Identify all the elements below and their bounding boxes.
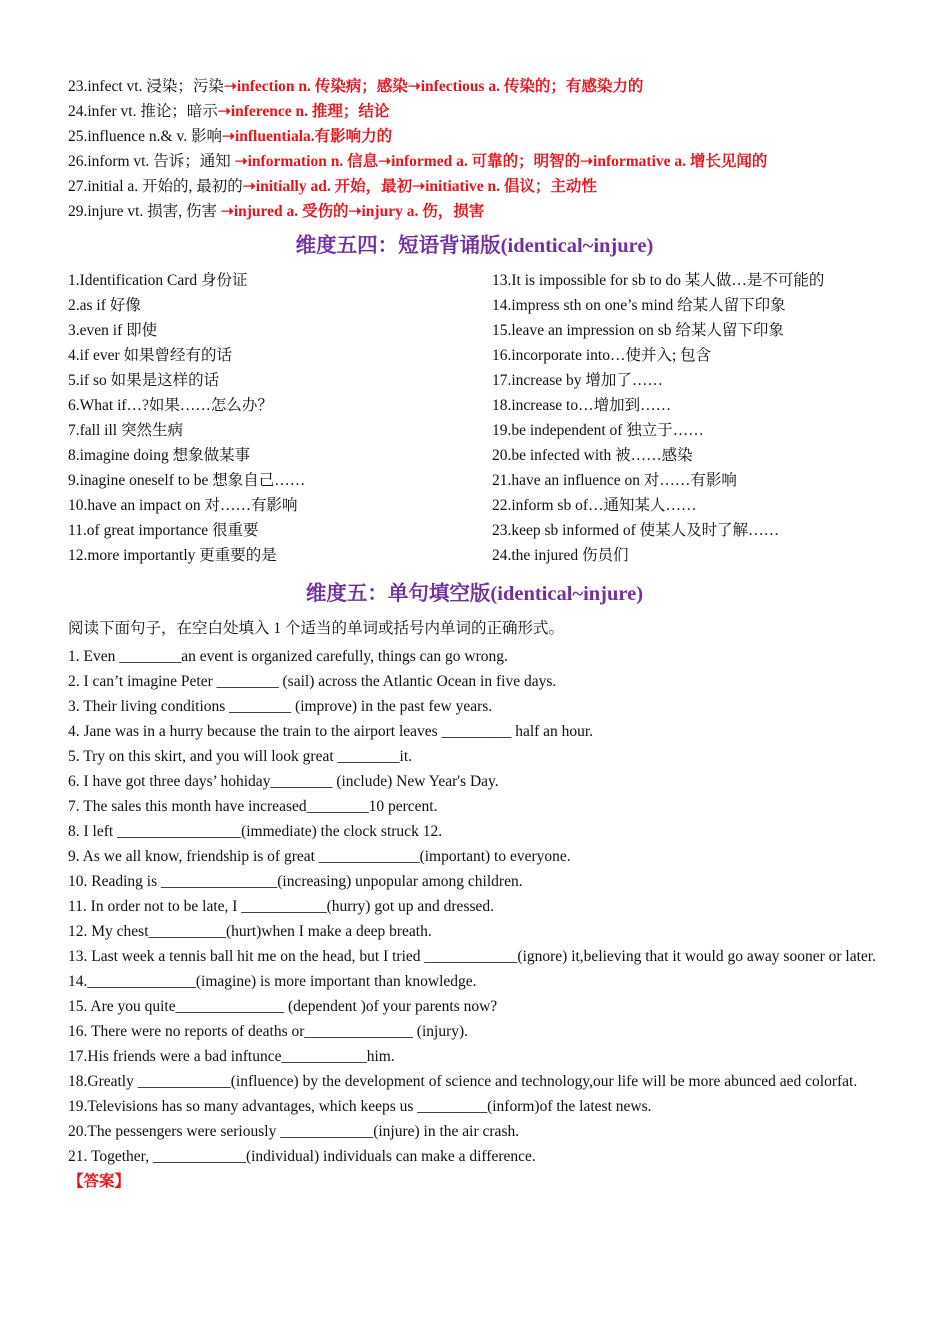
vocab-line [68, 99, 881, 124]
question-item: 4. Jane was in a hurry because the train to the airport leaves _________ half an hour. [68, 723, 594, 740]
question-item: 6. I have got three days’ hohiday________ (include) New Year's Day. [68, 773, 499, 790]
phrase-item: 22.inform sb of…通知某人…… [492, 497, 697, 514]
question-item: 7. The sales this month have increased________10 percent. [68, 798, 438, 815]
vocab-line [68, 174, 881, 199]
question-item: 14.______________(imagine) is more important than knowledge. [68, 973, 477, 990]
phrase-item: 23.keep sb informed of 使某人及时了解…… [492, 522, 780, 539]
vocab-line [68, 74, 881, 99]
vocab-base: 29.injure vt. 损害, 伤害 [68, 203, 221, 220]
vocab-derivatives: ➝infection n. 传染病；感染➝infectious a. 传染的；有感染力的 [223, 78, 644, 95]
phrase-item: 24.the injured 伤员们 [492, 547, 629, 564]
phrase-item: 13.It is impossible for sb to do 某人做…是不可能的 [492, 272, 825, 289]
phrase-item: 3.even if 即使 [68, 322, 158, 339]
question-item: 16. There were no reports of deaths or______________ (injury). [68, 1023, 469, 1040]
document-page [68, 74, 881, 1194]
phrase-item: 6.What if…?如果……怎么办？ [68, 397, 273, 414]
answer-label: 【答案】 [68, 1173, 131, 1190]
question-item: 21. Together, ____________(individual) individuals can make a difference. [68, 1148, 536, 1165]
vocab-line [68, 149, 881, 174]
phrase-columns [68, 268, 881, 568]
question-item: 1. Even ________an event is organized carefully, things can go wrong. [68, 648, 508, 665]
vocab-line [68, 124, 881, 149]
vocab-base: 23.infect vt. 浸染；污染 [68, 78, 224, 95]
question-item: 3. Their living conditions ________ (improve) in the past few years. [68, 698, 493, 715]
phrase-item: 12.more importantly 更重要的是 [68, 547, 277, 564]
section4-heading: 维度五四：短语背诵版(identical~injure) [295, 235, 654, 257]
phrase-item: 10.have an impact on 对……有影响 [68, 497, 298, 514]
phrase-item: 19.be independent of 独立于…… [492, 422, 704, 439]
phrase-item: 15.leave an impression on sb 给某人留下印象 [492, 322, 784, 339]
phrase-item: 16.incorporate into…使并入; 包含 [492, 347, 712, 364]
vocab-line [68, 199, 881, 224]
question-item: 15. Are you quite______________ (dependent )of your parents now? [68, 998, 498, 1015]
vocab-derivatives: ➝inference n. 推理；结论 [217, 103, 390, 120]
vocab-derivatives: ➝influentiala.有影响力的 [221, 128, 393, 145]
phrase-column-left [68, 268, 492, 568]
phrase-item: 17.increase by 增加了…… [492, 372, 663, 389]
phrase-item: 9.inagine oneself to be 想象自己…… [68, 472, 306, 489]
phrase-item: 14.impress sth on one’s mind 给某人留下印象 [492, 297, 786, 314]
question-list [68, 644, 881, 1169]
phrase-item: 20.be infected with 被……感染 [492, 447, 693, 464]
vocab-list [68, 74, 881, 224]
phrase-item: 18.increase to…增加到…… [492, 397, 672, 414]
instruction-text: 阅读下面句子，在空白处填入 1 个适当的单词或括号内单词的正确形式。 [68, 620, 565, 637]
question-item: 10. Reading is _______________(increasing) unpopular among children. [68, 873, 523, 890]
phrase-item: 2.as if 好像 [68, 297, 141, 314]
phrase-item: 11.of great importance 很重要 [68, 522, 259, 539]
question-item: 2. I can’t imagine Peter ________ (sail) across the Atlantic Ocean in five days. [68, 673, 557, 690]
section5-heading: 维度五：单句填空版(identical~injure) [305, 583, 644, 605]
phrase-item: 1.Identification Card 身份证 [68, 272, 248, 289]
phrase-item: 5.if so 如果是这样的话 [68, 372, 220, 389]
question-item: 9. As we all know, friendship is of great _____________(important) to everyone. [68, 848, 571, 865]
question-item: 13. Last week a tennis ball hit me on the head, but I tried ____________(ignore) it,believing that it would go away sooner or later. [68, 948, 876, 965]
phrase-column-right [492, 268, 881, 568]
question-item: 18.Greatly ____________(influence) by the development of science and technology,our life will be more abunced aed colorfat. [68, 1073, 858, 1090]
phrase-item: 8.imagine doing 想象做某事 [68, 447, 251, 464]
question-item: 8. I left ________________(immediate) the clock struck 12. [68, 823, 443, 840]
vocab-derivatives: ➝injured a. 受伤的➝injury a. 伤，损害 [220, 203, 485, 220]
vocab-base: 25.influence n.& v. 影响 [68, 128, 222, 145]
question-item: 19.Televisions has so many advantages, which keeps us _________(inform)of the latest news. [68, 1098, 652, 1115]
vocab-base: 26.inform vt. 告诉；通知 [68, 153, 235, 170]
vocab-base: 27.initial a. 开始的, 最初的 [68, 178, 243, 195]
vocab-derivatives: ➝initially ad. 开始，最初➝initiative n. 倡议；主动性 [242, 178, 597, 195]
phrase-item: 4.if ever 如果曾经有的话 [68, 347, 233, 364]
phrase-item: 7.fall ill 突然生病 [68, 422, 183, 439]
question-item: 5. Try on this skirt, and you will look great ________it. [68, 748, 413, 765]
question-item: 20.The pessengers were seriously ____________(injure) in the air crash. [68, 1123, 520, 1140]
question-item: 11. In order not to be late, I ___________(hurry) got up and dressed. [68, 898, 495, 915]
vocab-derivatives: ➝information n. 信息➝informed a. 可靠的；明智的➝informative a. 增长见闻的 [234, 153, 768, 170]
vocab-base: 24.infer vt. 推论；暗示 [68, 103, 218, 120]
phrase-item: 21.have an influence on 对……有影响 [492, 472, 737, 489]
question-item: 12. My chest__________(hurt)when I make a deep breath. [68, 923, 432, 940]
question-item: 17.His friends were a bad inftunce___________him. [68, 1048, 395, 1065]
